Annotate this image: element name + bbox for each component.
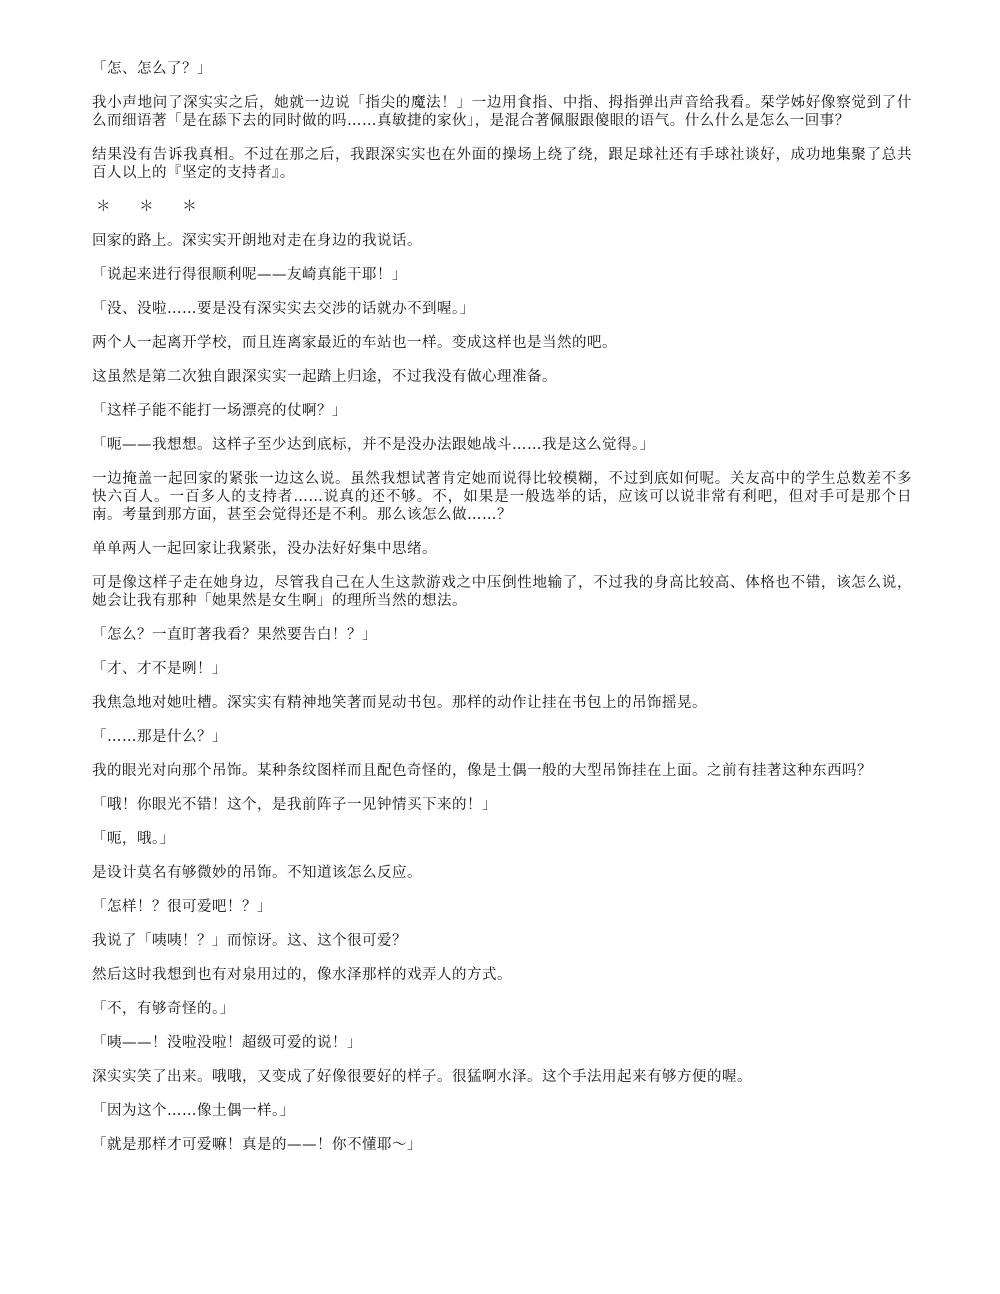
paragraph: 「咦——！没啦没啦！超级可爱的说！」 [92,1035,362,1051]
paragraph: 两个人一起离开学校，而且连离家最近的车站也一样。变成这样也是当然的吧。 [92,335,617,351]
paragraph: 「说起来进行得很顺利呢——友崎真能干耶！」 [92,267,407,283]
paragraph: 「呃，哦。」 [92,831,175,847]
paragraph: 这虽然是第二次独自跟深实实一起踏上归途，不过我没有做心理准备。 [92,369,557,385]
paragraph: 「哦！你眼光不错！这个，是我前阵子一见钟情买下来的！」 [92,797,497,813]
paragraph: 一边掩盖一起回家的紧张一边这么说。虽然我想试著肯定她而说得比较模糊，不过到底如何呢。关友高中的学生总数差不多快六百人。一百多人的支持者……说真的还不够。不，如果是一般选举的话，应该可以说非常有利吧，但对手可是那个日南。考量到那方面，甚至会觉得还是不利。那么该怎么做……？ [92,471,912,523]
paragraph: 「怎么？一直盯著我看？果然要告白！？」 [92,627,377,643]
paragraph: 「因为这个……像土偶一样。」 [92,1103,295,1119]
paragraph: 深实实笑了出来。哦哦，又变成了好像很要好的样子。很猛啊水泽。这个手法用起来有够方便的喔。 [92,1069,752,1085]
paragraph: 然后这时我想到也有对泉用过的，像水泽那样的戏弄人的方式。 [92,967,512,983]
paragraph: 「才、才不是咧！」 [92,661,227,677]
paragraph: 「没、没啦……要是没有深实实去交涉的话就办不到喔。」 [92,301,475,317]
paragraph: 可是像这样子走在她身边，尽管我自己在人生这款游戏之中压倒性地输了，不过我的身高比较高、体格也不错，该怎么说，她会让我有那种「她果然是女生啊」的理所当然的想法。 [92,575,912,609]
paragraph: 「这样子能不能打一场漂亮的仗啊？」 [92,403,347,419]
paragraph: 结果没有告诉我真相。不过在那之后，我跟深实实也在外面的操场上绕了绕，跟足球社还有手球社谈好，成功地集聚了总共百人以上的『坚定的支持者』。 [92,147,912,181]
body-text [92,60,912,1170]
paragraph: 「就是那样才可爱嘛！真是的——！你不懂耶～」 [92,1137,422,1153]
paragraph: 我的眼光对向那个吊饰。某种条纹图样而且配色奇怪的，像是土偶一般的大型吊饰挂在上面。之前有挂著这种东西吗？ [92,763,872,779]
paragraph: 「……那是什么？」 [92,729,227,745]
paragraph: 「呃——我想想。这样子至少达到底标，并不是没办法跟她战斗……我是这么觉得。」 [92,437,655,453]
section-separator: ＊ ＊ ＊ [96,199,209,215]
paragraph: 我说了「咦咦！？」而惊讶。这、这个很可爱？ [92,933,407,949]
paragraph: 「不，有够奇怪的。」 [92,1001,235,1017]
paragraph: 是设计莫名有够微妙的吊饰。不知道该怎么反应。 [92,865,422,881]
paragraph: 我小声地问了深实实之后，她就一边说「指尖的魔法！」一边用食指、中指、拇指弹出声音给我看。栞学姊好像察觉到了什么而细语著「是在舔下去的同时做的吗……真敏捷的家伙」，是混合著佩服跟傻眼的语气。什么什么是怎么一回事？ [92,95,912,129]
paragraph: 「怎样！？很可爱吧！？」 [92,899,272,915]
paragraph: 我焦急地对她吐槽。深实实有精神地笑著而晃动书包。那样的动作让挂在书包上的吊饰摇晃。 [92,695,707,711]
paragraph: 回家的路上。深实实开朗地对走在身边的我说话。 [92,233,422,249]
paragraph: 单单两人一起回家让我紧张，没办法好好集中思绪。 [92,541,437,557]
paragraph: 「怎、怎么了？」 [92,61,212,77]
